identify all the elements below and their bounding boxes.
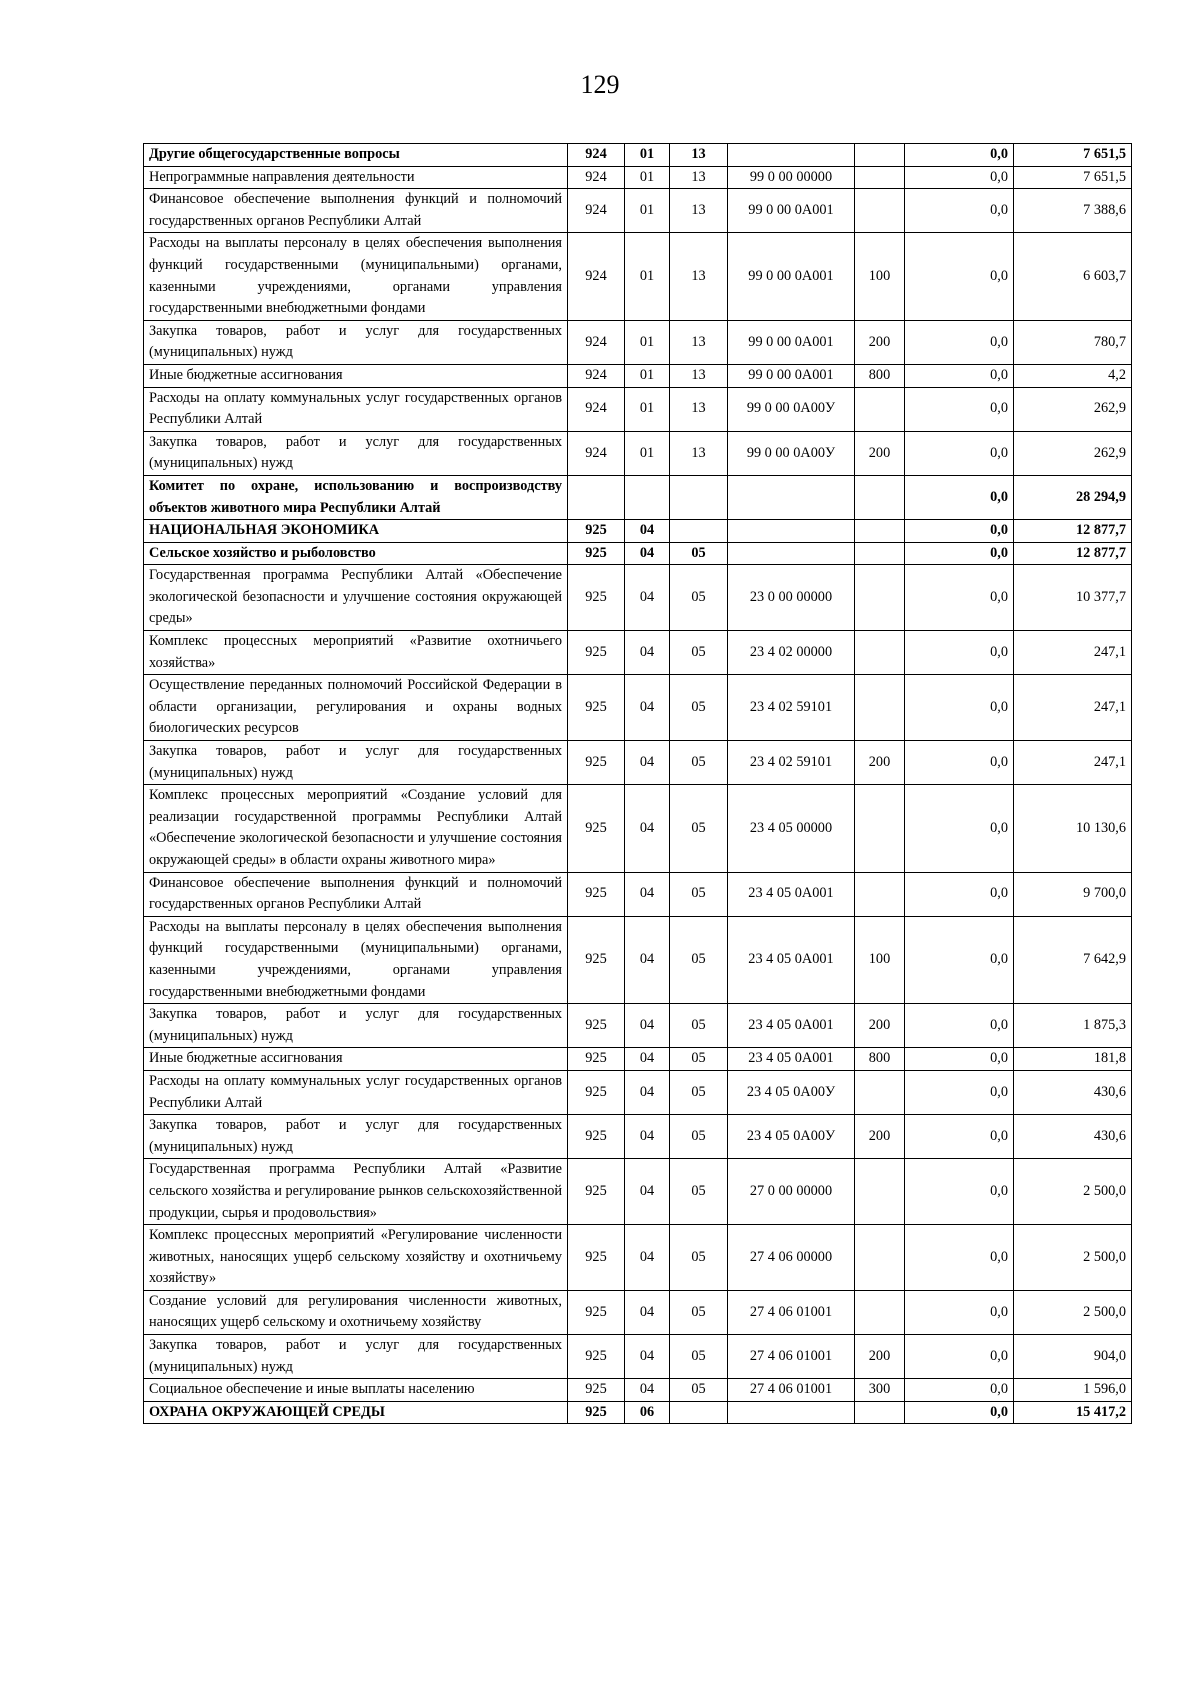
cell-amount-2: 247,1 <box>1014 675 1132 741</box>
cell-name: Финансовое обеспечение выполнения функций и полномочий государственных органов Республики Алтай <box>144 872 568 916</box>
cell-name: Комитет по охране, использованию и воспроизводству объектов животного мира Республики Алтай <box>144 475 568 519</box>
cell-amount-1: 0,0 <box>905 1004 1014 1048</box>
page-number: 129 <box>580 70 620 99</box>
cell-amount-2: 247,1 <box>1014 741 1132 785</box>
cell-amount-2: 7 651,5 <box>1014 166 1132 189</box>
cell-target-article: 23 4 02 00000 <box>728 631 855 675</box>
cell-grbs: 925 <box>568 565 625 631</box>
cell-expense-type <box>855 1225 905 1291</box>
table-row <box>144 1335 1132 1379</box>
cell-target-article: 27 4 06 01001 <box>728 1379 855 1402</box>
cell-expense-type: 800 <box>855 1048 905 1071</box>
cell-expense-type: 800 <box>855 364 905 387</box>
cell-amount-1: 0,0 <box>905 916 1014 1003</box>
cell-amount-2: 2 500,0 <box>1014 1159 1132 1225</box>
cell-name: Расходы на выплаты персоналу в целях обеспечения выполнения функций государственными (муниципальными) органами, казенными учреждениями, органами управления государственными внебюджетными фондами <box>144 233 568 320</box>
cell-subsection: 05 <box>670 542 728 565</box>
table-row <box>144 144 1132 167</box>
cell-amount-2: 12 877,7 <box>1014 520 1132 543</box>
cell-name: Закупка товаров, работ и услуг для государственных (муниципальных) нужд <box>144 1004 568 1048</box>
cell-amount-1: 0,0 <box>905 364 1014 387</box>
cell-amount-1: 0,0 <box>905 233 1014 320</box>
table-row <box>144 233 1132 320</box>
cell-grbs: 925 <box>568 1115 625 1159</box>
cell-name: Расходы на оплату коммунальных услуг государственных органов Республики Алтай <box>144 1070 568 1114</box>
cell-subsection: 05 <box>670 1048 728 1071</box>
cell-subsection: 05 <box>670 1115 728 1159</box>
cell-expense-type: 200 <box>855 431 905 475</box>
cell-amount-2: 262,9 <box>1014 387 1132 431</box>
cell-section: 04 <box>625 1290 670 1334</box>
cell-expense-type <box>855 166 905 189</box>
cell-amount-1: 0,0 <box>905 1335 1014 1379</box>
cell-amount-1: 0,0 <box>905 631 1014 675</box>
table-row <box>144 1115 1132 1159</box>
table-row <box>144 166 1132 189</box>
cell-amount-2: 7 388,6 <box>1014 189 1132 233</box>
table-row <box>144 475 1132 519</box>
cell-grbs: 924 <box>568 144 625 167</box>
cell-amount-2: 430,6 <box>1014 1070 1132 1114</box>
table-row <box>144 1070 1132 1114</box>
cell-amount-1: 0,0 <box>905 872 1014 916</box>
cell-subsection: 13 <box>670 189 728 233</box>
cell-name: Осуществление переданных полномочий Российской Федерации в области организации, регулирования и охраны водных биологических ресурсов <box>144 675 568 741</box>
cell-grbs: 925 <box>568 1379 625 1402</box>
cell-expense-type <box>855 144 905 167</box>
table-row <box>144 872 1132 916</box>
cell-target-article: 27 0 00 00000 <box>728 1159 855 1225</box>
cell-grbs: 925 <box>568 741 625 785</box>
cell-subsection: 05 <box>670 1004 728 1048</box>
cell-name: Иные бюджетные ассигнования <box>144 364 568 387</box>
table-row <box>144 1048 1132 1071</box>
cell-grbs: 924 <box>568 387 625 431</box>
cell-target-article: 99 0 00 0А001 <box>728 320 855 364</box>
cell-subsection: 13 <box>670 233 728 320</box>
cell-amount-1: 0,0 <box>905 189 1014 233</box>
cell-section: 04 <box>625 675 670 741</box>
cell-amount-1: 0,0 <box>905 431 1014 475</box>
cell-target-article <box>728 542 855 565</box>
cell-name: Государственная программа Республики Алтай «Развитие сельского хозяйства и регулирование рынков сельскохозяйственной продукции, сырья и продовольствия» <box>144 1159 568 1225</box>
cell-expense-type <box>855 542 905 565</box>
cell-target-article: 27 4 06 00000 <box>728 1225 855 1291</box>
table-row <box>144 1379 1132 1402</box>
cell-subsection: 13 <box>670 320 728 364</box>
table-row <box>144 1290 1132 1334</box>
cell-expense-type: 100 <box>855 233 905 320</box>
table-body <box>144 144 1132 1424</box>
table-row <box>144 542 1132 565</box>
cell-name: Комплекс процессных мероприятий «Регулирование численности животных, наносящих ущерб сельскому хозяйству и охотничьему хозяйству» <box>144 1225 568 1291</box>
cell-subsection <box>670 1401 728 1424</box>
cell-section: 04 <box>625 631 670 675</box>
cell-section: 04 <box>625 565 670 631</box>
cell-subsection: 05 <box>670 1225 728 1291</box>
cell-expense-type <box>855 1070 905 1114</box>
cell-target-article: 23 4 05 0А001 <box>728 1048 855 1071</box>
cell-name: Непрограммные направления деятельности <box>144 166 568 189</box>
cell-name: Финансовое обеспечение выполнения функций и полномочий государственных органов Республики Алтай <box>144 189 568 233</box>
cell-amount-2: 1 596,0 <box>1014 1379 1132 1402</box>
cell-target-article <box>728 475 855 519</box>
cell-target-article <box>728 520 855 543</box>
cell-grbs: 925 <box>568 872 625 916</box>
cell-subsection: 05 <box>670 565 728 631</box>
cell-subsection: 05 <box>670 916 728 1003</box>
cell-section <box>625 475 670 519</box>
cell-grbs: 925 <box>568 1401 625 1424</box>
cell-section: 04 <box>625 916 670 1003</box>
cell-amount-1: 0,0 <box>905 387 1014 431</box>
cell-amount-1: 0,0 <box>905 1070 1014 1114</box>
table-row <box>144 1159 1132 1225</box>
cell-target-article: 99 0 00 0А001 <box>728 364 855 387</box>
cell-name: Расходы на выплаты персоналу в целях обеспечения выполнения функций государственными (муниципальными) органами, казенными учреждениями, органами управления государственными внебюджетными фондами <box>144 916 568 1003</box>
cell-target-article <box>728 144 855 167</box>
cell-grbs: 925 <box>568 916 625 1003</box>
cell-target-article: 99 0 00 0А00У <box>728 387 855 431</box>
cell-expense-type: 200 <box>855 1004 905 1048</box>
cell-target-article: 23 4 05 0А00У <box>728 1115 855 1159</box>
cell-grbs: 925 <box>568 1159 625 1225</box>
cell-subsection: 05 <box>670 675 728 741</box>
cell-target-article: 99 0 00 0А00У <box>728 431 855 475</box>
cell-expense-type: 200 <box>855 1115 905 1159</box>
table-row <box>144 631 1132 675</box>
cell-amount-1: 0,0 <box>905 475 1014 519</box>
cell-grbs: 924 <box>568 364 625 387</box>
cell-expense-type <box>855 675 905 741</box>
cell-amount-2: 247,1 <box>1014 631 1132 675</box>
cell-amount-2: 262,9 <box>1014 431 1132 475</box>
table-row <box>144 675 1132 741</box>
cell-name: Социальное обеспечение и иные выплаты населению <box>144 1379 568 1402</box>
cell-target-article: 23 4 05 0А00У <box>728 1070 855 1114</box>
cell-section: 04 <box>625 1048 670 1071</box>
cell-target-article: 23 4 05 0А001 <box>728 916 855 1003</box>
cell-subsection: 05 <box>670 872 728 916</box>
cell-grbs: 925 <box>568 1048 625 1071</box>
cell-section: 04 <box>625 741 670 785</box>
table-row <box>144 565 1132 631</box>
cell-amount-1: 0,0 <box>905 1225 1014 1291</box>
cell-amount-2: 7 642,9 <box>1014 916 1132 1003</box>
cell-grbs: 925 <box>568 542 625 565</box>
cell-subsection <box>670 475 728 519</box>
cell-expense-type: 200 <box>855 320 905 364</box>
cell-target-article: 23 0 00 00000 <box>728 565 855 631</box>
cell-grbs: 924 <box>568 233 625 320</box>
cell-grbs: 925 <box>568 1004 625 1048</box>
cell-expense-type: 100 <box>855 916 905 1003</box>
cell-expense-type <box>855 1401 905 1424</box>
cell-expense-type: 300 <box>855 1379 905 1402</box>
budget-table <box>143 143 1132 1424</box>
cell-section: 04 <box>625 785 670 872</box>
cell-amount-2: 1 875,3 <box>1014 1004 1132 1048</box>
cell-grbs: 925 <box>568 1290 625 1334</box>
cell-name: Комплекс процессных мероприятий «Создание условий для реализации государственной программы Республики Алтай «Обеспечение экологической безопасности и улучшение состояния окружающей среды» в области охраны животного мира» <box>144 785 568 872</box>
cell-subsection: 05 <box>670 1379 728 1402</box>
cell-section: 04 <box>625 1335 670 1379</box>
cell-subsection: 13 <box>670 364 728 387</box>
cell-amount-2: 10 130,6 <box>1014 785 1132 872</box>
table-row <box>144 1401 1132 1424</box>
cell-subsection: 05 <box>670 1159 728 1225</box>
cell-amount-1: 0,0 <box>905 1159 1014 1225</box>
cell-expense-type <box>855 565 905 631</box>
cell-name: Закупка товаров, работ и услуг для государственных (муниципальных) нужд <box>144 1115 568 1159</box>
cell-grbs: 924 <box>568 431 625 475</box>
cell-grbs: 924 <box>568 189 625 233</box>
cell-grbs: 925 <box>568 1070 625 1114</box>
cell-expense-type <box>855 1159 905 1225</box>
cell-target-article: 23 4 02 59101 <box>728 741 855 785</box>
cell-section: 04 <box>625 1159 670 1225</box>
cell-amount-2: 7 651,5 <box>1014 144 1132 167</box>
cell-amount-2: 4,2 <box>1014 364 1132 387</box>
cell-subsection: 13 <box>670 431 728 475</box>
cell-target-article <box>728 1401 855 1424</box>
cell-section: 01 <box>625 144 670 167</box>
cell-expense-type <box>855 631 905 675</box>
table-row <box>144 1225 1132 1291</box>
table-row <box>144 520 1132 543</box>
cell-target-article: 27 4 06 01001 <box>728 1335 855 1379</box>
cell-subsection: 05 <box>670 1070 728 1114</box>
cell-expense-type <box>855 785 905 872</box>
cell-name: Закупка товаров, работ и услуг для государственных (муниципальных) нужд <box>144 741 568 785</box>
cell-amount-2: 904,0 <box>1014 1335 1132 1379</box>
cell-section: 04 <box>625 542 670 565</box>
cell-section: 04 <box>625 872 670 916</box>
cell-subsection <box>670 520 728 543</box>
cell-name: Расходы на оплату коммунальных услуг государственных органов Республики Алтай <box>144 387 568 431</box>
cell-subsection: 13 <box>670 387 728 431</box>
cell-section: 01 <box>625 431 670 475</box>
cell-grbs: 925 <box>568 520 625 543</box>
cell-amount-1: 0,0 <box>905 1290 1014 1334</box>
cell-name: Сельское хозяйство и рыболовство <box>144 542 568 565</box>
cell-name: Создание условий для регулирования численности животных, наносящих ущерб сельскому и охотничьему хозяйству <box>144 1290 568 1334</box>
cell-grbs: 925 <box>568 631 625 675</box>
cell-amount-1: 0,0 <box>905 785 1014 872</box>
cell-amount-1: 0,0 <box>905 144 1014 167</box>
cell-grbs: 925 <box>568 1335 625 1379</box>
cell-target-article: 27 4 06 01001 <box>728 1290 855 1334</box>
cell-name: Государственная программа Республики Алтай «Обеспечение экологической безопасности и улучшение состояния окружающей среды» <box>144 565 568 631</box>
cell-amount-2: 2 500,0 <box>1014 1225 1132 1291</box>
cell-target-article: 23 4 02 59101 <box>728 675 855 741</box>
cell-amount-1: 0,0 <box>905 1379 1014 1402</box>
cell-expense-type <box>855 520 905 543</box>
cell-name: Комплекс процессных мероприятий «Развитие охотничьего хозяйства» <box>144 631 568 675</box>
cell-amount-2: 6 603,7 <box>1014 233 1132 320</box>
cell-amount-2: 15 417,2 <box>1014 1401 1132 1424</box>
cell-subsection: 13 <box>670 144 728 167</box>
cell-grbs: 924 <box>568 166 625 189</box>
table-row <box>144 785 1132 872</box>
cell-name: Другие общегосударственные вопросы <box>144 144 568 167</box>
cell-amount-1: 0,0 <box>905 542 1014 565</box>
cell-grbs <box>568 475 625 519</box>
cell-grbs: 925 <box>568 1225 625 1291</box>
cell-expense-type: 200 <box>855 741 905 785</box>
cell-section: 01 <box>625 233 670 320</box>
cell-expense-type <box>855 387 905 431</box>
cell-section: 04 <box>625 520 670 543</box>
cell-amount-1: 0,0 <box>905 520 1014 543</box>
cell-grbs: 924 <box>568 320 625 364</box>
cell-subsection: 05 <box>670 631 728 675</box>
cell-grbs: 925 <box>568 675 625 741</box>
cell-expense-type <box>855 475 905 519</box>
cell-amount-2: 28 294,9 <box>1014 475 1132 519</box>
cell-amount-2: 12 877,7 <box>1014 542 1132 565</box>
cell-target-article: 99 0 00 00000 <box>728 166 855 189</box>
cell-target-article: 23 4 05 00000 <box>728 785 855 872</box>
cell-name: НАЦИОНАЛЬНАЯ ЭКОНОМИКА <box>144 520 568 543</box>
cell-expense-type <box>855 1290 905 1334</box>
cell-grbs: 925 <box>568 785 625 872</box>
cell-amount-1: 0,0 <box>905 166 1014 189</box>
cell-section: 04 <box>625 1379 670 1402</box>
cell-name: Закупка товаров, работ и услуг для государственных (муниципальных) нужд <box>144 1335 568 1379</box>
table-row <box>144 916 1132 1003</box>
cell-expense-type <box>855 872 905 916</box>
cell-section: 06 <box>625 1401 670 1424</box>
cell-section: 01 <box>625 320 670 364</box>
cell-amount-1: 0,0 <box>905 675 1014 741</box>
cell-expense-type <box>855 189 905 233</box>
cell-section: 04 <box>625 1070 670 1114</box>
cell-target-article: 99 0 00 0А001 <box>728 189 855 233</box>
cell-amount-2: 181,8 <box>1014 1048 1132 1071</box>
cell-amount-2: 10 377,7 <box>1014 565 1132 631</box>
cell-amount-2: 780,7 <box>1014 320 1132 364</box>
cell-amount-1: 0,0 <box>905 1048 1014 1071</box>
table-row <box>144 364 1132 387</box>
cell-name: ОХРАНА ОКРУЖАЮЩЕЙ СРЕДЫ <box>144 1401 568 1424</box>
cell-subsection: 05 <box>670 1290 728 1334</box>
cell-amount-1: 0,0 <box>905 565 1014 631</box>
cell-amount-2: 2 500,0 <box>1014 1290 1132 1334</box>
cell-amount-1: 0,0 <box>905 320 1014 364</box>
cell-section: 04 <box>625 1225 670 1291</box>
table-row <box>144 387 1132 431</box>
cell-subsection: 05 <box>670 785 728 872</box>
cell-section: 01 <box>625 387 670 431</box>
cell-name: Закупка товаров, работ и услуг для государственных (муниципальных) нужд <box>144 431 568 475</box>
cell-amount-1: 0,0 <box>905 1401 1014 1424</box>
cell-target-article: 23 4 05 0А001 <box>728 872 855 916</box>
cell-name: Закупка товаров, работ и услуг для государственных (муниципальных) нужд <box>144 320 568 364</box>
cell-section: 04 <box>625 1115 670 1159</box>
cell-target-article: 23 4 05 0А001 <box>728 1004 855 1048</box>
cell-expense-type: 200 <box>855 1335 905 1379</box>
cell-amount-2: 430,6 <box>1014 1115 1132 1159</box>
table-row <box>144 189 1132 233</box>
cell-amount-1: 0,0 <box>905 741 1014 785</box>
table-row <box>144 320 1132 364</box>
table-row <box>144 1004 1132 1048</box>
table-row <box>144 741 1132 785</box>
cell-amount-1: 0,0 <box>905 1115 1014 1159</box>
cell-section: 04 <box>625 1004 670 1048</box>
cell-section: 01 <box>625 364 670 387</box>
cell-subsection: 05 <box>670 741 728 785</box>
cell-amount-2: 9 700,0 <box>1014 872 1132 916</box>
cell-subsection: 13 <box>670 166 728 189</box>
table-row <box>144 431 1132 475</box>
cell-section: 01 <box>625 189 670 233</box>
cell-name: Иные бюджетные ассигнования <box>144 1048 568 1071</box>
cell-subsection: 05 <box>670 1335 728 1379</box>
cell-target-article: 99 0 00 0А001 <box>728 233 855 320</box>
cell-section: 01 <box>625 166 670 189</box>
